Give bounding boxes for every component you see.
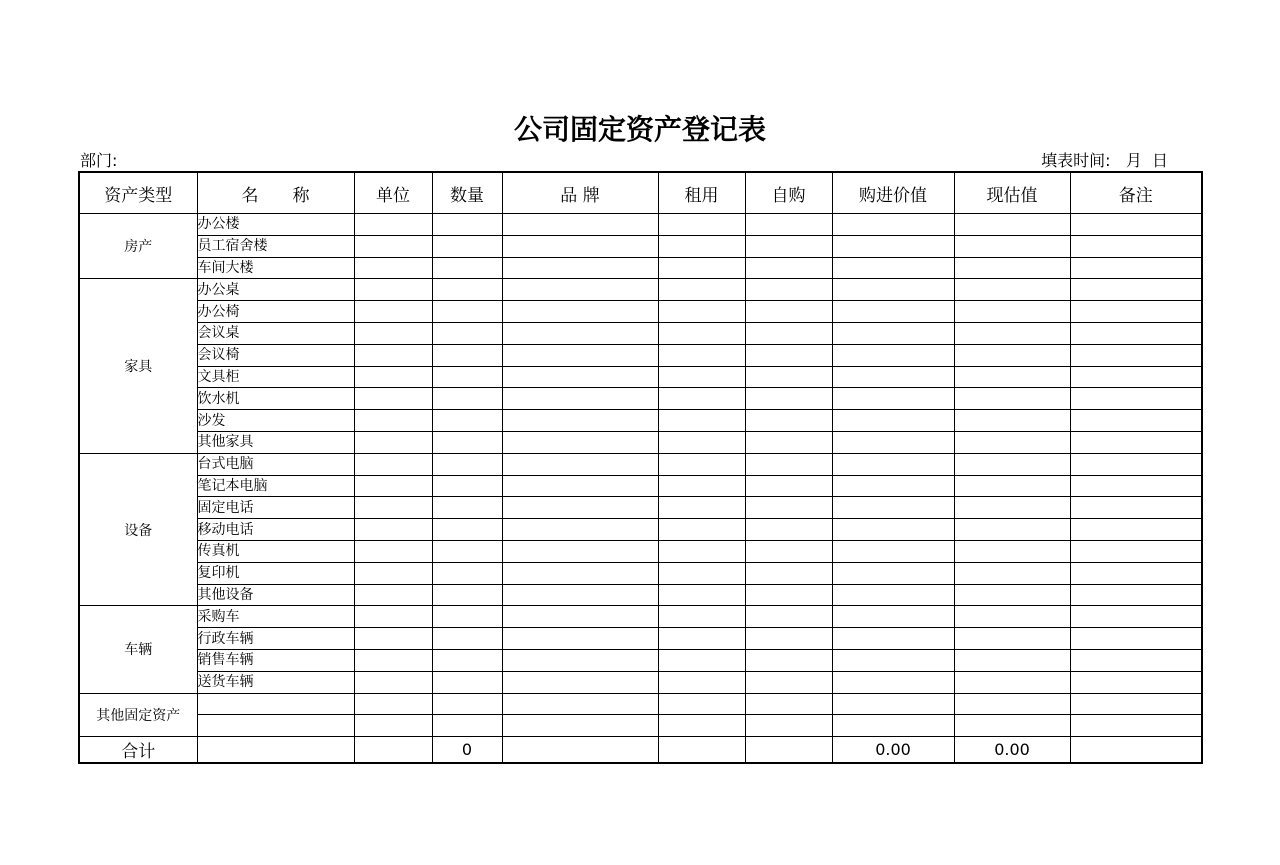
col-header-rented: 租用 [658, 172, 745, 214]
current-value-cell[interactable] [954, 235, 1070, 257]
purchase-value-cell[interactable] [832, 410, 954, 432]
table-row [79, 519, 1202, 541]
brand-cell[interactable] [502, 606, 658, 628]
rented-cell[interactable] [658, 497, 745, 519]
total-purchase-value[interactable]: 0.00 [832, 737, 954, 764]
item-name-cell[interactable] [197, 693, 354, 715]
col-header-name: 名 称 [197, 172, 354, 214]
brand-cell[interactable] [502, 366, 658, 388]
remarks-cell[interactable] [1070, 606, 1202, 628]
unit-cell[interactable] [354, 540, 432, 562]
total-brand-cell[interactable] [502, 737, 658, 764]
self-purchased-cell[interactable] [745, 214, 832, 236]
rented-cell[interactable] [658, 322, 745, 344]
quantity-cell[interactable] [432, 584, 502, 606]
rented-cell[interactable] [658, 562, 745, 584]
total-label: 合计 [79, 737, 197, 764]
current-value-cell[interactable] [954, 497, 1070, 519]
current-value-cell[interactable] [954, 562, 1070, 584]
col-header-brand: 品 牌 [502, 172, 658, 214]
brand-cell[interactable] [502, 344, 658, 366]
purchase-value-cell[interactable] [832, 628, 954, 650]
unit-cell[interactable] [354, 671, 432, 693]
remarks-cell[interactable] [1070, 344, 1202, 366]
unit-cell[interactable] [354, 431, 432, 453]
col-header-self-purchased: 自购 [745, 172, 832, 214]
total-row [79, 737, 1202, 764]
current-value-cell[interactable] [954, 519, 1070, 541]
table-row [79, 497, 1202, 519]
rented-cell[interactable] [658, 301, 745, 323]
unit-cell[interactable] [354, 715, 432, 737]
current-value-cell[interactable] [954, 693, 1070, 715]
table-row [79, 431, 1202, 453]
remarks-cell[interactable] [1070, 497, 1202, 519]
rented-cell[interactable] [658, 431, 745, 453]
header-row [79, 172, 1202, 214]
current-value-cell[interactable] [954, 388, 1070, 410]
current-value-cell[interactable] [954, 322, 1070, 344]
current-value-cell[interactable] [954, 431, 1070, 453]
asset-register-table [78, 171, 1203, 764]
quantity-cell[interactable] [432, 497, 502, 519]
purchase-value-cell[interactable] [832, 235, 954, 257]
quantity-cell[interactable] [432, 344, 502, 366]
self-purchased-cell[interactable] [745, 628, 832, 650]
purchase-value-cell[interactable] [832, 431, 954, 453]
item-name-cell[interactable]: 送货车辆 [197, 671, 354, 693]
brand-cell[interactable] [502, 519, 658, 541]
quantity-cell[interactable] [432, 519, 502, 541]
purchase-value-cell[interactable] [832, 388, 954, 410]
self-purchased-cell[interactable] [745, 497, 832, 519]
quantity-cell[interactable] [432, 235, 502, 257]
quantity-cell[interactable] [432, 301, 502, 323]
unit-cell[interactable] [354, 322, 432, 344]
total-rented-cell[interactable] [658, 737, 745, 764]
purchase-value-cell[interactable] [832, 214, 954, 236]
table-row [79, 257, 1202, 279]
table-row [79, 344, 1202, 366]
remarks-cell[interactable] [1070, 693, 1202, 715]
item-name-cell[interactable]: 办公椅 [197, 301, 354, 323]
current-value-cell[interactable] [954, 540, 1070, 562]
remarks-cell[interactable] [1070, 301, 1202, 323]
rented-cell[interactable] [658, 584, 745, 606]
item-name-cell[interactable]: 沙发 [197, 410, 354, 432]
rented-cell[interactable] [658, 235, 745, 257]
purchase-value-cell[interactable] [832, 453, 954, 475]
table-row [79, 235, 1202, 257]
brand-cell[interactable] [502, 671, 658, 693]
unit-cell[interactable] [354, 235, 432, 257]
quantity-cell[interactable] [432, 475, 502, 497]
remarks-cell[interactable] [1070, 279, 1202, 301]
table-row [79, 606, 1202, 628]
remarks-cell[interactable] [1070, 453, 1202, 475]
total-unit-cell[interactable] [354, 737, 432, 764]
table-row [79, 475, 1202, 497]
item-name-cell[interactable]: 传真机 [197, 540, 354, 562]
purchase-value-cell[interactable] [832, 584, 954, 606]
remarks-cell[interactable] [1070, 431, 1202, 453]
rented-cell[interactable] [658, 453, 745, 475]
current-value-cell[interactable] [954, 606, 1070, 628]
unit-cell[interactable] [354, 214, 432, 236]
brand-cell[interactable] [502, 279, 658, 301]
remarks-cell[interactable] [1070, 322, 1202, 344]
brand-cell[interactable] [502, 322, 658, 344]
table-row [79, 671, 1202, 693]
col-header-quantity: 数量 [432, 172, 502, 214]
rented-cell[interactable] [658, 519, 745, 541]
current-value-cell[interactable] [954, 584, 1070, 606]
unit-cell[interactable] [354, 279, 432, 301]
current-value-cell[interactable] [954, 344, 1070, 366]
total-current-value[interactable]: 0.00 [954, 737, 1070, 764]
self-purchased-cell[interactable] [745, 715, 832, 737]
brand-cell[interactable] [502, 475, 658, 497]
item-name-cell[interactable]: 其他家具 [197, 431, 354, 453]
quantity-cell[interactable] [432, 671, 502, 693]
purchase-value-cell[interactable] [832, 519, 954, 541]
unit-cell[interactable] [354, 606, 432, 628]
item-name-cell[interactable]: 其他设备 [197, 584, 354, 606]
quantity-cell[interactable] [432, 562, 502, 584]
self-purchased-cell[interactable] [745, 562, 832, 584]
quantity-cell[interactable] [432, 388, 502, 410]
quantity-cell[interactable] [432, 214, 502, 236]
category-cell: 房产 [79, 214, 197, 279]
table-row [79, 453, 1202, 475]
table-row [79, 693, 1202, 715]
col-header-purchase-value: 购进价值 [832, 172, 954, 214]
table-row [79, 649, 1202, 671]
rented-cell[interactable] [658, 214, 745, 236]
quantity-cell[interactable] [432, 693, 502, 715]
unit-cell[interactable] [354, 257, 432, 279]
brand-cell[interactable] [502, 540, 658, 562]
remarks-cell[interactable] [1070, 562, 1202, 584]
table-row [79, 301, 1202, 323]
current-value-cell[interactable] [954, 410, 1070, 432]
self-purchased-cell[interactable] [745, 410, 832, 432]
purchase-value-cell[interactable] [832, 301, 954, 323]
unit-cell[interactable] [354, 366, 432, 388]
rented-cell[interactable] [658, 366, 745, 388]
unit-cell[interactable] [354, 453, 432, 475]
table-row [79, 715, 1202, 737]
current-value-cell[interactable] [954, 649, 1070, 671]
self-purchased-cell[interactable] [745, 431, 832, 453]
remarks-cell[interactable] [1070, 388, 1202, 410]
total-name-cell[interactable] [197, 737, 354, 764]
remarks-cell[interactable] [1070, 540, 1202, 562]
quantity-cell[interactable] [432, 431, 502, 453]
quantity-cell[interactable] [432, 628, 502, 650]
brand-cell[interactable] [502, 497, 658, 519]
purchase-value-cell[interactable] [832, 366, 954, 388]
table-row [79, 388, 1202, 410]
item-name-cell[interactable]: 车间大楼 [197, 257, 354, 279]
purchase-value-cell[interactable] [832, 322, 954, 344]
category-cell: 家具 [79, 279, 197, 453]
unit-cell[interactable] [354, 497, 432, 519]
quantity-cell[interactable] [432, 322, 502, 344]
item-name-cell[interactable]: 采购车 [197, 606, 354, 628]
current-value-cell[interactable] [954, 214, 1070, 236]
brand-cell[interactable] [502, 649, 658, 671]
item-name-cell[interactable]: 文具柜 [197, 366, 354, 388]
self-purchased-cell[interactable] [745, 257, 832, 279]
table-row [79, 214, 1202, 236]
self-purchased-cell[interactable] [745, 344, 832, 366]
self-purchased-cell[interactable] [745, 540, 832, 562]
item-name-cell[interactable]: 销售车辆 [197, 649, 354, 671]
table-row [79, 562, 1202, 584]
current-value-cell[interactable] [954, 628, 1070, 650]
rented-cell[interactable] [658, 410, 745, 432]
brand-cell[interactable] [502, 235, 658, 257]
col-header-remarks: 备注 [1070, 172, 1202, 214]
self-purchased-cell[interactable] [745, 584, 832, 606]
rented-cell[interactable] [658, 606, 745, 628]
category-cell: 车辆 [79, 606, 197, 693]
self-purchased-cell[interactable] [745, 388, 832, 410]
purchase-value-cell[interactable] [832, 693, 954, 715]
remarks-cell[interactable] [1070, 257, 1202, 279]
brand-cell[interactable] [502, 693, 658, 715]
category-cell: 其他固定资产 [79, 693, 197, 737]
table-row [79, 279, 1202, 301]
remarks-cell[interactable] [1070, 715, 1202, 737]
current-value-cell[interactable] [954, 279, 1070, 301]
rented-cell[interactable] [658, 671, 745, 693]
brand-cell[interactable] [502, 628, 658, 650]
quantity-cell[interactable] [432, 715, 502, 737]
rented-cell[interactable] [658, 257, 745, 279]
unit-cell[interactable] [354, 693, 432, 715]
quantity-cell[interactable] [432, 410, 502, 432]
self-purchased-cell[interactable] [745, 693, 832, 715]
item-name-cell[interactable]: 会议椅 [197, 344, 354, 366]
remarks-cell[interactable] [1070, 214, 1202, 236]
brand-cell[interactable] [502, 388, 658, 410]
self-purchased-cell[interactable] [745, 235, 832, 257]
brand-cell[interactable] [502, 584, 658, 606]
brand-cell[interactable] [502, 410, 658, 432]
self-purchased-cell[interactable] [745, 366, 832, 388]
quantity-cell[interactable] [432, 279, 502, 301]
rented-cell[interactable] [658, 649, 745, 671]
item-name-cell[interactable] [197, 715, 354, 737]
self-purchased-cell[interactable] [745, 322, 832, 344]
total-remarks-cell[interactable] [1070, 737, 1202, 764]
table-row [79, 584, 1202, 606]
col-header-current-value: 现估值 [954, 172, 1070, 214]
remarks-cell[interactable] [1070, 366, 1202, 388]
rented-cell[interactable] [658, 628, 745, 650]
remarks-cell[interactable] [1070, 649, 1202, 671]
item-name-cell[interactable]: 固定电话 [197, 497, 354, 519]
current-value-cell[interactable] [954, 475, 1070, 497]
table-row [79, 540, 1202, 562]
category-cell: 设备 [79, 453, 197, 606]
brand-cell[interactable] [502, 257, 658, 279]
total-self-purchased-cell[interactable] [745, 737, 832, 764]
self-purchased-cell[interactable] [745, 519, 832, 541]
quantity-cell[interactable] [432, 606, 502, 628]
unit-cell[interactable] [354, 519, 432, 541]
purchase-value-cell[interactable] [832, 649, 954, 671]
unit-cell[interactable] [354, 388, 432, 410]
quantity-cell[interactable] [432, 540, 502, 562]
rented-cell[interactable] [658, 540, 745, 562]
brand-cell[interactable] [502, 562, 658, 584]
purchase-value-cell[interactable] [832, 540, 954, 562]
current-value-cell[interactable] [954, 301, 1070, 323]
unit-cell[interactable] [354, 584, 432, 606]
table-row [79, 628, 1202, 650]
item-name-cell[interactable]: 员工宿舍楼 [197, 235, 354, 257]
brand-cell[interactable] [502, 214, 658, 236]
col-header-asset-type: 资产类型 [79, 172, 197, 214]
current-value-cell[interactable] [954, 715, 1070, 737]
self-purchased-cell[interactable] [745, 453, 832, 475]
current-value-cell[interactable] [954, 453, 1070, 475]
rented-cell[interactable] [658, 475, 745, 497]
item-name-cell[interactable]: 饮水机 [197, 388, 354, 410]
remarks-cell[interactable] [1070, 628, 1202, 650]
table-row [79, 410, 1202, 432]
current-value-cell[interactable] [954, 671, 1070, 693]
purchase-value-cell[interactable] [832, 344, 954, 366]
rented-cell[interactable] [658, 344, 745, 366]
self-purchased-cell[interactable] [745, 649, 832, 671]
unit-cell[interactable] [354, 475, 432, 497]
col-header-unit: 单位 [354, 172, 432, 214]
remarks-cell[interactable] [1070, 475, 1202, 497]
unit-cell[interactable] [354, 562, 432, 584]
self-purchased-cell[interactable] [745, 279, 832, 301]
self-purchased-cell[interactable] [745, 606, 832, 628]
table-row [79, 322, 1202, 344]
remarks-cell[interactable] [1070, 584, 1202, 606]
purchase-value-cell[interactable] [832, 475, 954, 497]
quantity-cell[interactable] [432, 366, 502, 388]
brand-cell[interactable] [502, 431, 658, 453]
item-name-cell[interactable]: 办公桌 [197, 279, 354, 301]
self-purchased-cell[interactable] [745, 671, 832, 693]
total-quantity[interactable]: 0 [432, 737, 502, 764]
current-value-cell[interactable] [954, 366, 1070, 388]
unit-cell[interactable] [354, 649, 432, 671]
self-purchased-cell[interactable] [745, 301, 832, 323]
item-name-cell[interactable]: 行政车辆 [197, 628, 354, 650]
remarks-cell[interactable] [1070, 519, 1202, 541]
purchase-value-cell[interactable] [832, 562, 954, 584]
fill-date-label: 填表时间: 月 日 [1041, 151, 1168, 170]
remarks-cell[interactable] [1070, 235, 1202, 257]
current-value-cell[interactable] [954, 257, 1070, 279]
page-title: 公司固定资产登记表 [513, 113, 766, 146]
item-name-cell[interactable]: 台式电脑 [197, 453, 354, 475]
rented-cell[interactable] [658, 279, 745, 301]
item-name-cell[interactable]: 移动电话 [197, 519, 354, 541]
table-row [79, 366, 1202, 388]
remarks-cell[interactable] [1070, 671, 1202, 693]
department-label: 部门: [80, 151, 118, 170]
purchase-value-cell[interactable] [832, 671, 954, 693]
unit-cell[interactable] [354, 628, 432, 650]
purchase-value-cell[interactable] [832, 715, 954, 737]
item-name-cell[interactable]: 笔记本电脑 [197, 475, 354, 497]
rented-cell[interactable] [658, 693, 745, 715]
unit-cell[interactable] [354, 344, 432, 366]
purchase-value-cell[interactable] [832, 497, 954, 519]
brand-cell[interactable] [502, 301, 658, 323]
quantity-cell[interactable] [432, 649, 502, 671]
rented-cell[interactable] [658, 715, 745, 737]
purchase-value-cell[interactable] [832, 606, 954, 628]
purchase-value-cell[interactable] [832, 279, 954, 301]
self-purchased-cell[interactable] [745, 475, 832, 497]
quantity-cell[interactable] [432, 257, 502, 279]
purchase-value-cell[interactable] [832, 257, 954, 279]
brand-cell[interactable] [502, 453, 658, 475]
remarks-cell[interactable] [1070, 410, 1202, 432]
brand-cell[interactable] [502, 715, 658, 737]
unit-cell[interactable] [354, 301, 432, 323]
item-name-cell[interactable]: 办公楼 [197, 214, 354, 236]
unit-cell[interactable] [354, 410, 432, 432]
item-name-cell[interactable]: 会议桌 [197, 322, 354, 344]
quantity-cell[interactable] [432, 453, 502, 475]
item-name-cell[interactable]: 复印机 [197, 562, 354, 584]
rented-cell[interactable] [658, 388, 745, 410]
